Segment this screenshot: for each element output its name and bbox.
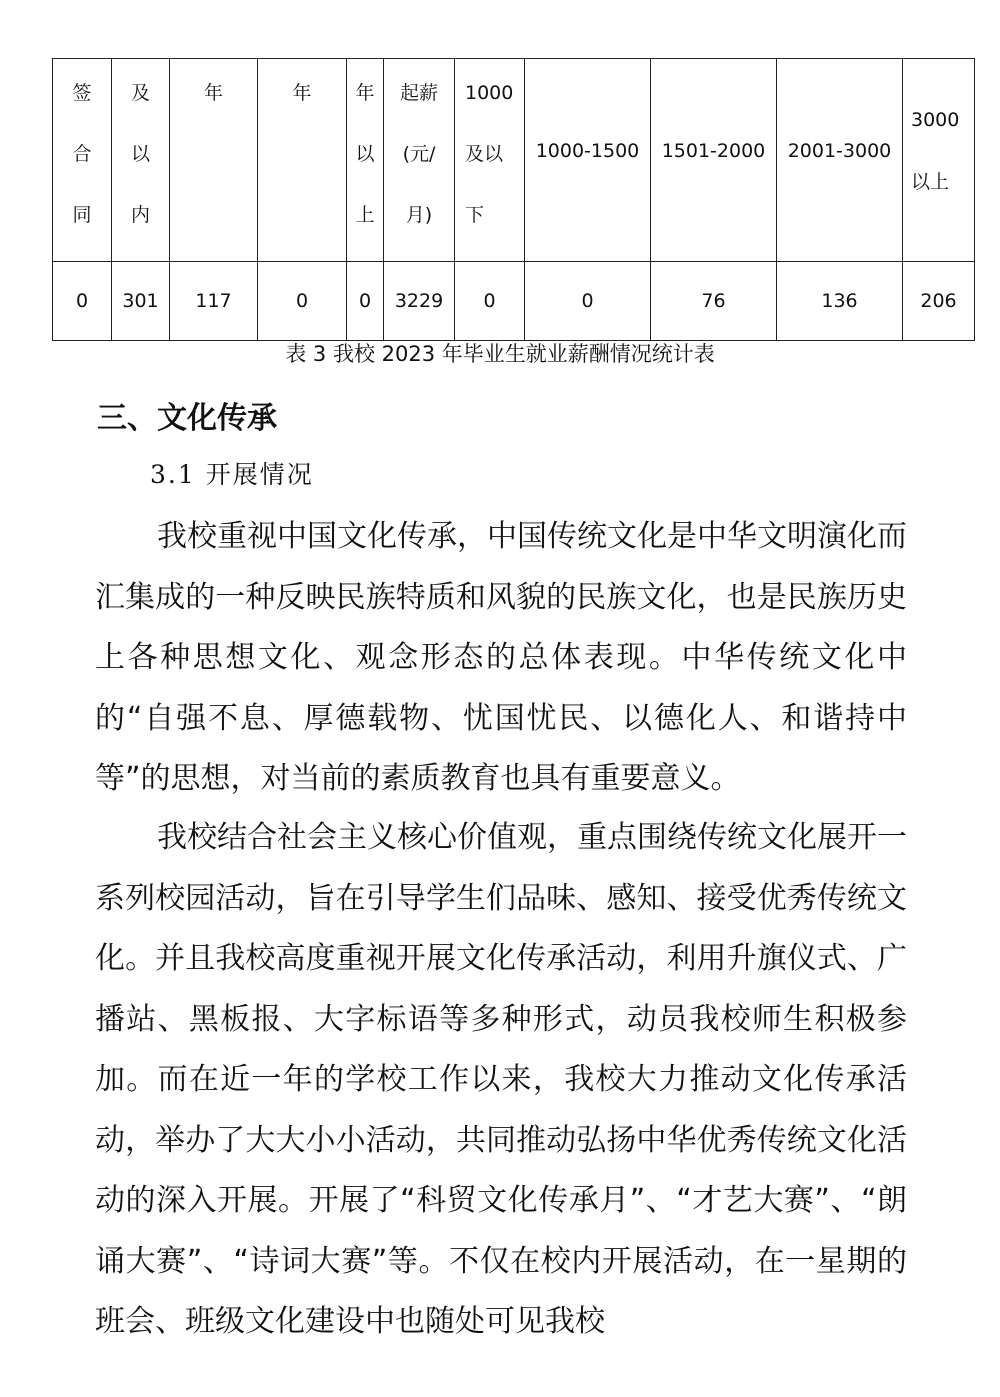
paragraph: 我校结合社会主义核心价值观，重点围绕传统文化展开一系列校园活动，旨在引导学生们品味、感知、接受优秀传统文化。并且我校高度重视开展文化传承活动，利用升旗仪式、广播站、黑板报、大字标语等多种形式，动员我校师生积极参加。而在近一年的学校工作以来，我校大力推动文化传承活动，举办了大大小小活动，共同推动弘扬中华优秀传统文化活动的深入开展。开展了“科贸文化传承月”、“才艺大赛”、“朗诵大赛”、“诗词大赛”等。不仅在校内开展活动，在一星期的班会、班级文化建设中也随处可见我校	[95, 820, 907, 1339]
table-cell: 0	[455, 262, 525, 341]
header-cell: 年	[258, 59, 347, 262]
header-cell: 2001-3000	[777, 59, 903, 262]
header-cell: 年 以 上	[347, 59, 384, 262]
section-title: 三、文化传承	[97, 401, 277, 436]
header-cell: 1000 及以 下	[455, 59, 525, 262]
table-cell: 0	[525, 262, 651, 341]
table-cell: 206	[903, 262, 975, 341]
table-cell: 0	[258, 262, 347, 341]
paragraph: 我校重视中国文化传承，中国传统文化是中华文明演化而汇集成的一种反映民族特质和风貌的民族文化，也是民族历史上各种思想文化、观念形态的总体表现。中华传统文化中的“自强不息、厚德载物、忧国忧民、以德化人、和谐持中等”的思想，对当前的素质教育也具有重要意义。	[95, 519, 907, 796]
header-cell: 1501-2000	[651, 59, 777, 262]
header-cell: 起薪 (元/ 月)	[384, 59, 455, 262]
table-header-row	[53, 59, 975, 262]
salary-table	[52, 58, 975, 341]
header-cell: 1000-1500	[525, 59, 651, 262]
table-cell: 117	[170, 262, 258, 341]
header-cell: 及 以 内	[112, 59, 170, 262]
table-row	[53, 262, 975, 341]
header-cell: 3000 以上	[903, 59, 975, 262]
subsection-title: 3.1 开展情况	[150, 460, 314, 489]
header-cell: 签 合 同	[53, 59, 112, 262]
table-cell: 301	[112, 262, 170, 341]
header-cell: 年	[170, 59, 258, 262]
table-cell: 76	[651, 262, 777, 341]
table-caption: 表 3 我校 2023 年毕业生就业薪酬情况统计表	[285, 342, 715, 366]
table-cell: 136	[777, 262, 903, 341]
table-cell: 0	[347, 262, 384, 341]
table-cell: 0	[53, 262, 112, 341]
table-cell: 3229	[384, 262, 455, 341]
